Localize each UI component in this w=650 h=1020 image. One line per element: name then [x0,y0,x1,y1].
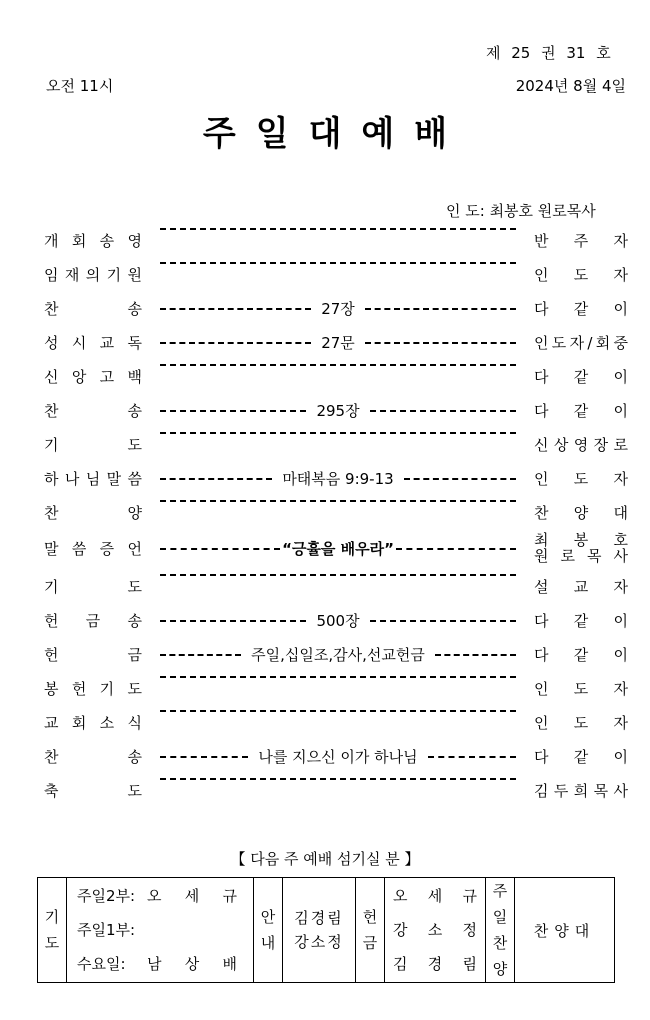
guide-label: 안 내 [260,908,276,952]
order-responsible: 신 상 영 장 로 [534,436,628,454]
order-responsible: 인 도 자 [534,266,628,284]
order-responsible: 인 도 자 [534,714,628,732]
order-row [44,228,630,254]
order-responsible: 다 같 이 [534,646,628,664]
page-title: 주일대예배 [202,114,468,154]
order-responsible: 다 같 이 [534,612,628,630]
choir-label-cell [486,878,515,983]
dashed-leader [160,262,516,264]
dashed-leader [160,710,516,712]
order-responsible: 다 같 이 [534,402,628,420]
guide-names [283,878,356,983]
service-leader: 인 도: 최봉호 원로목사 [446,202,596,220]
dashed-leader [160,574,516,576]
order-label: 성 시 교 독 [44,334,142,352]
order-row [44,642,630,668]
order-row [44,466,630,492]
order-responsible: 다 같 이 [534,368,628,386]
guide-name: 강소정 [294,933,344,951]
next-week-duty-table [37,877,615,983]
order-label: 찬 송 [44,300,142,318]
dashed-leader [160,228,516,230]
guide-name: 김경림 [294,909,344,927]
order-label: 찬 송 [44,402,142,420]
order-responsible: 다 같 이 [534,300,628,318]
dashed-leader [160,432,516,434]
order-row [44,500,630,526]
volume-number: 제 25 권 31 호 [486,44,611,62]
order-label: 개 회 송 영 [44,232,142,250]
prayer-row: 주일2부: 오 세 규 [77,887,237,905]
prayer-schedule [67,878,254,983]
order-label: 기 도 [44,578,142,596]
order-row [44,432,630,458]
order-label: 신 앙 고 백 [44,368,142,386]
choir-name: 찬양대 [515,878,615,983]
order-label: 임 재 의 기 원 [44,266,142,284]
order-responsible: 반 주 자 [534,232,628,250]
prayer-row: 수요일: 남 상 배 [77,955,237,973]
offering-label: 헌 금 [362,908,378,952]
order-detail: 나를 지으신 이가 하나님 [258,748,418,766]
order-row [44,574,630,600]
order-detail: 500장 [316,612,360,630]
dashed-leader [160,364,516,366]
order-row [44,744,630,770]
order-detail: “긍휼을 배우라” [282,540,394,558]
offering-names [385,878,486,983]
dashed-leader [160,642,516,668]
order-row [44,262,630,288]
order-detail: 27장 [321,300,355,318]
prayer-label: 기 도 [44,908,60,952]
order-label: 헌 금 [44,646,142,664]
offering-name: 강 소 정 [393,921,477,939]
order-responsible: 설 교 자 [534,578,628,596]
order-label: 말 씀 증 언 [44,540,142,558]
next-week-title: 【 다음 주 예배 섬기실 분 】 [230,850,420,868]
order-detail: 295장 [316,402,360,420]
order-responsible: 인 도 자 [534,680,628,698]
order-row [44,710,630,736]
dashed-leader [160,500,516,502]
dashed-leader [160,536,516,562]
order-responsible: 찬 양 대 [534,504,628,522]
service-date: 2024년 8월 4일 [515,77,626,95]
dashed-leader [160,778,516,780]
order-label: 헌 금 송 [44,612,142,630]
order-label: 찬 양 [44,504,142,522]
order-label: 기 도 [44,436,142,454]
order-row [44,778,630,804]
prayer-label-cell [38,878,67,983]
order-responsible: 최 봉 호 원 로 목 사 [534,531,628,565]
dashed-leader [160,330,516,356]
order-responsible: 김 두 희 목 사 [534,782,628,800]
dashed-leader [160,466,516,492]
order-detail: 주일,십일조,감사,선교헌금 [251,646,425,664]
order-detail: 27문 [321,334,355,352]
offering-name: 오 세 규 [393,887,477,905]
order-row [44,531,630,565]
order-responsible: 다 같 이 [534,748,628,766]
order-responsible: 인 도 자 / 회 중 [534,334,628,352]
dashed-leader [160,744,516,770]
order-row [44,398,630,424]
order-label: 교 회 소 식 [44,714,142,732]
order-detail: 마태복음 9:9-13 [282,470,394,488]
order-row [44,676,630,702]
dashed-leader [160,296,516,322]
order-responsible: 인 도 자 [534,470,628,488]
order-row [44,364,630,390]
guide-label-cell [254,878,283,983]
order-row [44,330,630,356]
order-label: 하 나 님 말 씀 [44,470,142,488]
order-label: 찬 송 [44,748,142,766]
order-label: 봉 헌 기 도 [44,680,142,698]
dashed-leader [160,676,516,678]
choir-label: 주 일 찬 양 [492,882,508,978]
dashed-leader [160,398,516,424]
prayer-row: 주일1부: [77,921,136,939]
order-row [44,296,630,322]
offering-name: 김 경 림 [393,955,477,973]
offering-label-cell [356,878,385,983]
dashed-leader [160,608,516,634]
service-time: 오전 11시 [46,77,114,95]
order-label: 축 도 [44,782,142,800]
order-row [44,608,630,634]
